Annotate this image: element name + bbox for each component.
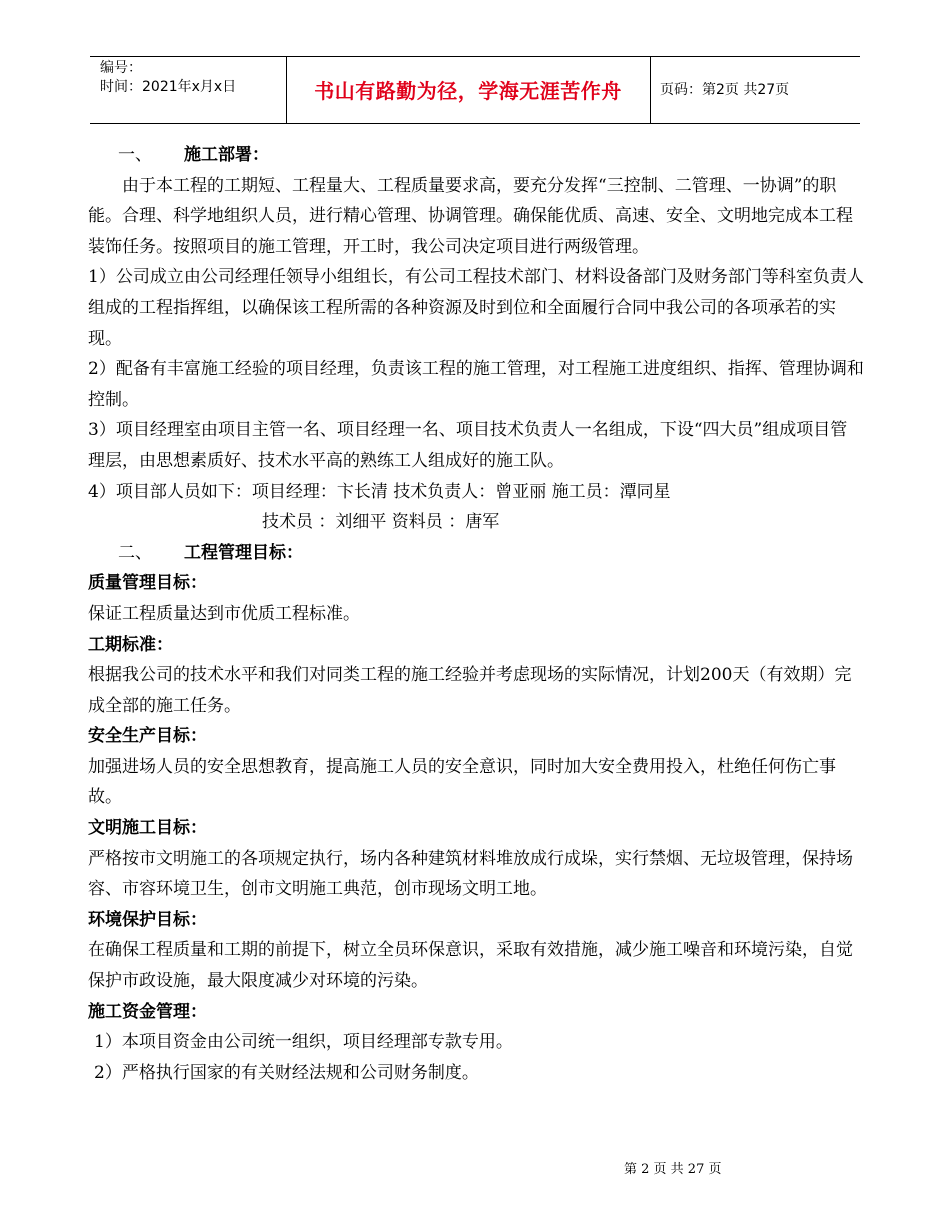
subheading: 工期标准： [88, 634, 173, 655]
paragraph: 在确保工程质量和工期的前提下，树立全员环保意识，采取有效措施，减少施工噪音和环境污染，自觉保护市政设施，最大限度减少对环境的污染。 [88, 940, 853, 992]
page-footer: 第 2 页 共 27 页 [624, 1162, 722, 1177]
document-body [88, 140, 864, 1088]
subheading: 文明施工目标： [88, 818, 207, 839]
paragraph: 严格按市文明施工的各项规定执行，场内各种建筑材料堆放成行成垛，实行禁烟、无垃圾管理，保持场容、市容环境卫生，创市文明施工典范，创市现场文明工地。 [88, 848, 853, 900]
header-number: 编号： [100, 60, 142, 76]
page-header [90, 56, 860, 124]
header-motto: 书山有路勤为径，学海无涯苦作舟 [314, 79, 622, 103]
list-item: 1）公司成立由公司经理任领导小组组长，有公司工程技术部门、材料设备部门及财务部门等科室负责人组成的工程指挥组，以确保该工程所需的各种资源及时到位和全面履行合同中我公司的各项承若的实现。 [88, 267, 864, 349]
subheading: 质量管理目标： [88, 573, 207, 594]
list-item-continued: 技术员 ：刘细平 资料员 ：唐军 [262, 512, 500, 533]
header-divider [650, 57, 651, 123]
paragraph: 加强进场人员的安全思想教育，提高施工人员的安全意识，同时加大安全费用投入，杜绝任何伤亡事故。 [88, 756, 836, 808]
section-number: 一、 [118, 145, 152, 165]
subheading: 环境保护目标： [88, 909, 207, 930]
list-item: 2）配备有丰富施工经验的项目经理，负责该工程的施工管理，对工程施工进度组织、指挥、管理协调和控制。 [88, 359, 864, 410]
section-title: 工程管理目标： [184, 542, 303, 563]
paragraph: 由于本工程的工期短、工程量大、工程质量要求高，要充分发挥“三控制、二管理、一协调”的职能。合理、科学地组织人员，进行精心管理、协调管理。确保能优质、高速、安全、文明地完成本工程装饰任务。按照项目的施工管理，开工时，我公司决定项目进行两级管理。 [88, 175, 853, 257]
paragraph: 根据我公司的技术水平和我们对同类工程的施工经验并考虑现场的实际情况，计划200天（有效期）完成全部的施工任务。 [88, 665, 852, 716]
list-item: 3）项目经理室由项目主管一名、项目经理一名、项目技术负责人一名组成，下设“四大员”组成项目管理层，由思想素质好、技术水平高的熟练工人组成好的施工队。 [88, 420, 848, 471]
header-page: 页码：第2页 共27页 [660, 82, 790, 98]
header-meta [100, 59, 236, 97]
header-time: 时间：2021年x月x日 [100, 79, 237, 95]
section-number: 二、 [118, 542, 152, 563]
subheading: 施工资金管理： [88, 1001, 207, 1022]
section-heading-1 [88, 140, 864, 171]
list-item: 1）本项目资金由公司统一组织，项目经理部专款专用。 [94, 1032, 513, 1053]
paragraph: 保证工程质量达到市优质工程标准。 [88, 603, 360, 624]
list-item: 2）严格执行国家的有关财经法规和公司财务制度。 [94, 1062, 479, 1083]
section-title: 施工部署： [184, 145, 269, 165]
list-item: 4）项目部人员如下：项目经理：卞长清 技术负责人：曾亚丽 施工员：潭同星 [88, 481, 671, 502]
subheading: 安全生产目标： [88, 726, 207, 747]
section-heading-2 [88, 538, 864, 569]
